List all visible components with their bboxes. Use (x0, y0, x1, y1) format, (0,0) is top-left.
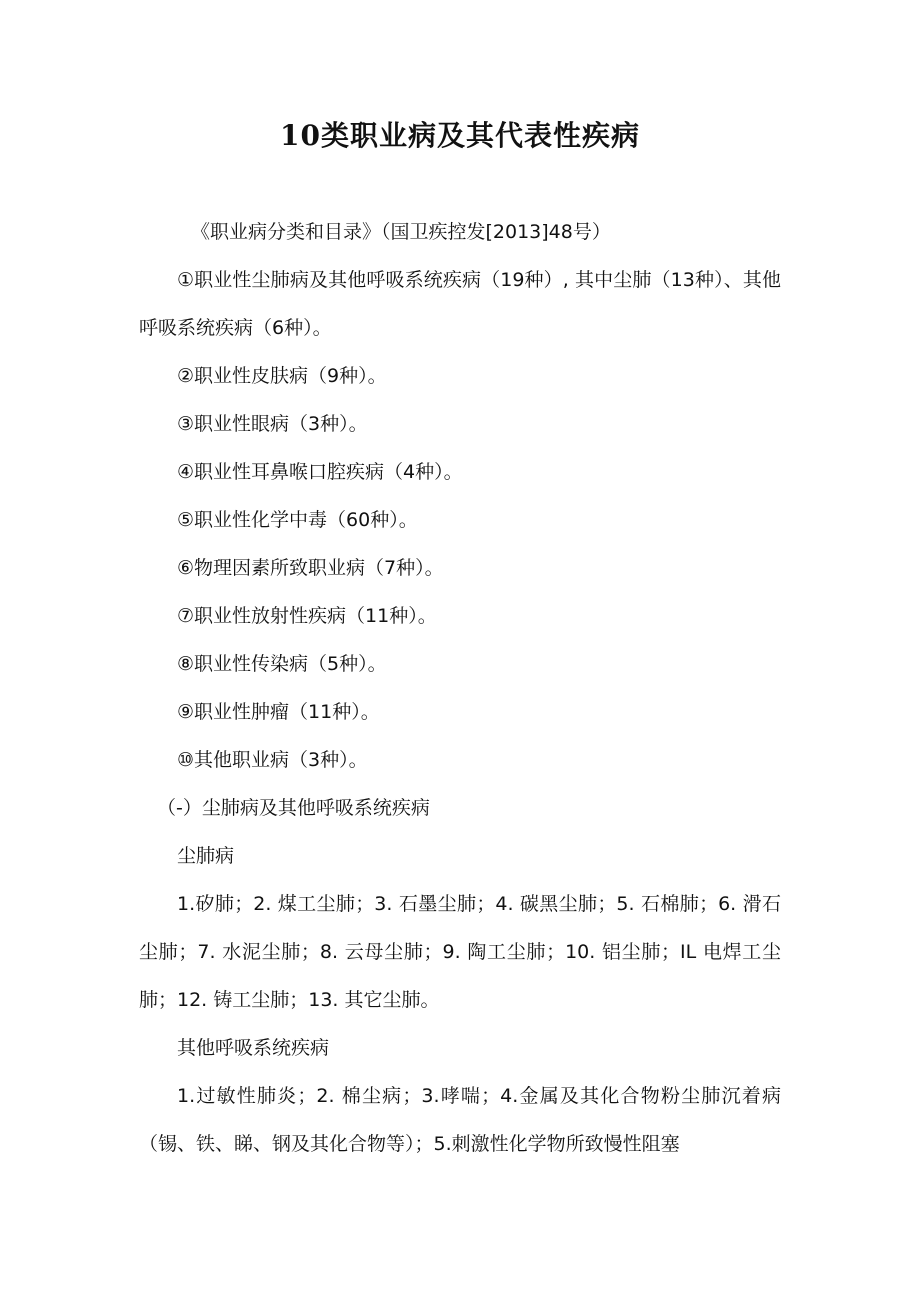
section-heading: （-）尘肺病及其他呼吸系统疾病 (157, 797, 430, 819)
category-item: ⑨职业性肿瘤（11种）。 (177, 701, 380, 723)
subheading-other-respiratory: 其他呼吸系统疾病 (177, 1037, 330, 1059)
reference-line: 《职业病分类和目录》（国卫疾控发[2013]48号） (191, 221, 611, 243)
category-item: ②职业性皮肤病（9种）。 (177, 365, 387, 387)
category-item: ⑧职业性传染病（5种）。 (177, 653, 387, 675)
category-item: ⑩其他职业病（3种）。 (177, 749, 368, 771)
category-item: ③职业性眼病（3种）。 (177, 413, 368, 435)
category-item: ⑤职业性化学中毒（60种）。 (177, 509, 418, 531)
category-item: ⑥物理因素所致职业病（7种）。 (177, 557, 444, 579)
category-item: ④职业性耳鼻喉口腔疾病（4种）。 (177, 461, 463, 483)
document-body (139, 208, 781, 1168)
category-item: ⑦职业性放射性疾病（11种）。 (177, 605, 437, 627)
subheading-pneumoconiosis: 尘肺病 (177, 845, 235, 867)
other-respiratory-list: 1.过敏性肺炎；2. 棉尘病；3.哮喘；4.金属及其化合物粉尘肺沉着病（锡、铁、睇、钢及其化合物等）；5.刺激性化学物所致慢性阻塞 (139, 1085, 781, 1155)
category-item: ①职业性尘肺病及其他呼吸系统疾病（19种）, 其中尘肺（13种）、其他呼吸系统疾病（6种）。 (139, 269, 781, 339)
document-title: 10类职业病及其代表性疾病 (280, 119, 640, 152)
pneumoconiosis-list: 1.矽肺；2. 煤工尘肺；3. 石墨尘肺；4. 碳黑尘肺；5. 石棉肺；6. 滑石尘肺；7. 水泥尘肺；8. 云母尘肺；9. 陶工尘肺；10. 铝尘肺；IL 电焊工尘肺；12. 铸工尘肺；13. 其它尘肺。 (139, 893, 781, 1011)
